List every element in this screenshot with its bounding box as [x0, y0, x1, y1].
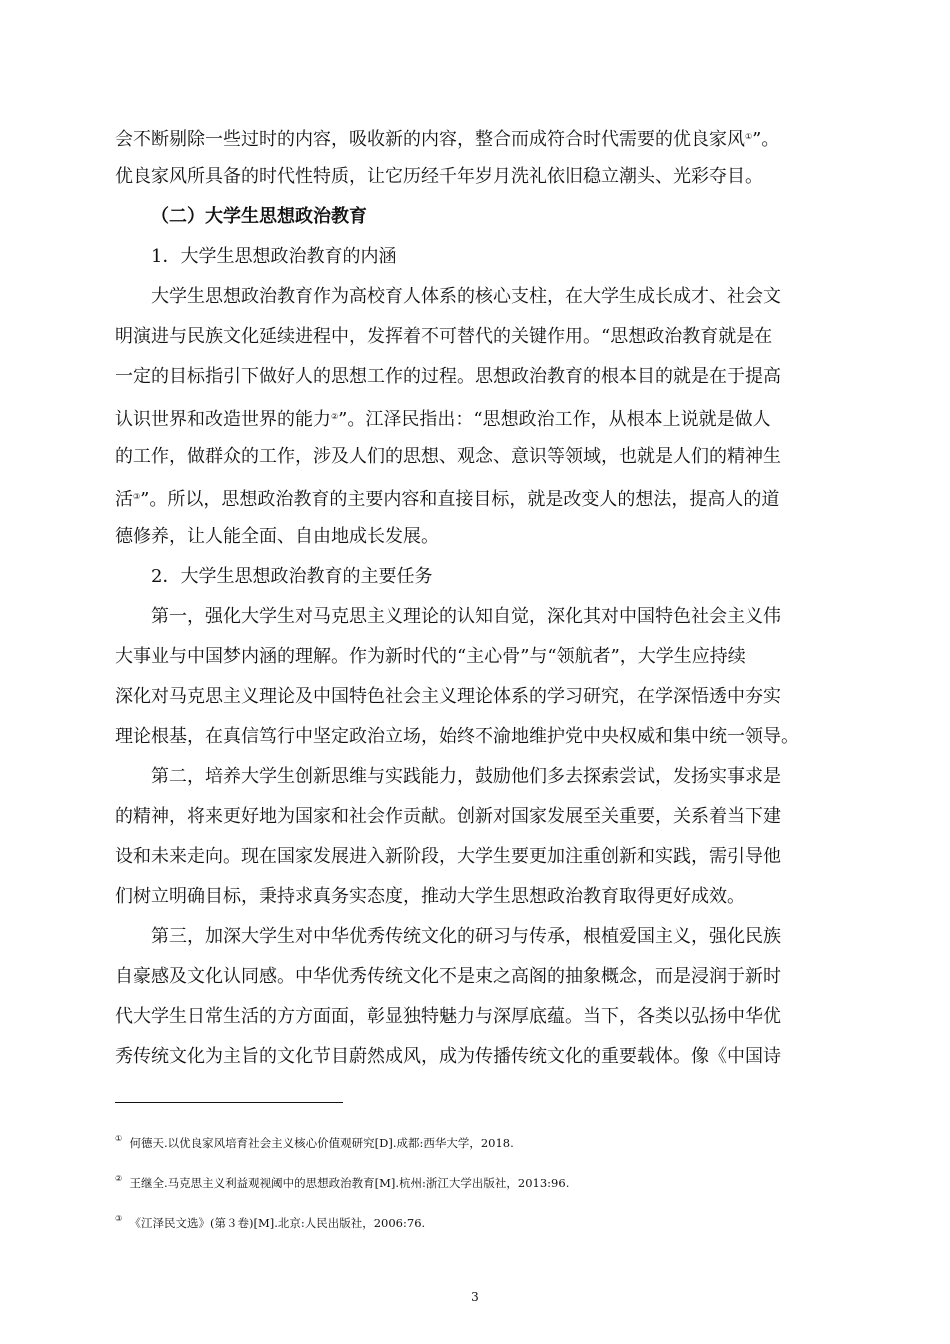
footnote-mark: ③ — [115, 1214, 123, 1223]
body-line: 明演进与民族文化延续进程中，发挥着不可替代的关键作用。“思想政治教育就是在 — [115, 326, 773, 347]
body-line — [115, 405, 835, 432]
body-line: 代大学生日常生活的方方面面，彰显独特魅力与深厚底蕴。当下，各类以弘扬中华优 — [115, 1006, 781, 1027]
footnote-text: 何德天.以优良家风培育社会主义核心价值观研究[D].成都:西华大学，2018. — [129, 1136, 514, 1150]
body-line: 第三，加深大学生对中华优秀传统文化的研习与传承，根植爱国主义，强化民族 — [151, 926, 781, 947]
body-text: 活 — [115, 489, 133, 510]
body-line: 秀传统文化为主旨的文化节目蔚然成风，成为传播传统文化的重要载体。像《中国诗 — [115, 1046, 781, 1067]
body-line — [115, 485, 835, 512]
body-line: 第二，培养大学生创新思维与实践能力，鼓励他们多去探索尝试，发扬实事求是 — [151, 766, 781, 787]
body-line: 设和未来走向。现在国家发展进入新阶段，大学生要更加注重创新和实践，需引导他 — [115, 846, 781, 867]
body-text: ”。所以，思想政治教育的主要内容和直接目标，就是改变人的想法，提高人的道 — [140, 489, 780, 510]
subsection-heading: 1．大学生思想政治教育的内涵 — [151, 246, 397, 267]
footnote-separator — [115, 1102, 343, 1103]
footnote-mark: ① — [115, 1134, 123, 1143]
body-line: 深化对马克思主义理论及中国特色社会主义理论体系的学习研究，在学深悟透中夯实 — [115, 686, 781, 707]
footnote-text: 王继全.马克思主义利益观视阈中的思想政治教育[M].杭州:浙江大学出版社，2013:96. — [129, 1176, 570, 1190]
body-line: 德修养，让人能全面、自由地成长发展。 — [115, 526, 439, 547]
body-line: 第一，强化大学生对马克思主义理论的认知自觉，深化其对中国特色社会主义伟 — [151, 606, 781, 627]
body-line — [115, 125, 835, 152]
footnote-ref[interactable]: ① — [745, 132, 753, 141]
body-line: 理论根基，在真信笃行中坚定政治立场，始终不渝地维护党中央权威和集中统一领导。 — [115, 726, 799, 747]
body-line: 大事业与中国梦内涵的理解。作为新时代的“主心骨”与“领航者”，大学生应持续 — [115, 646, 746, 667]
body-line: 们树立明确目标，秉持求真务实态度，推动大学生思想政治教育取得更好成效。 — [115, 886, 745, 907]
body-line: 的工作，做群众的工作，涉及人们的思想、观念、意识等领域，也就是人们的精神生 — [115, 446, 781, 467]
body-line: 的精神，将来更好地为国家和社会作贡献。创新对国家发展至关重要，关系着当下建 — [115, 806, 781, 827]
body-text: ”。 — [752, 129, 780, 150]
footnote-2 — [115, 1171, 569, 1191]
section-heading: （二）大学生思想政治教育 — [151, 206, 367, 227]
body-text: ”。江泽民指出：“思想政治工作，从根本上说就是做人 — [338, 409, 771, 430]
footnote-ref[interactable]: ② — [331, 412, 339, 421]
footnote-ref[interactable]: ③ — [133, 492, 141, 501]
body-line: 自豪感及文化认同感。中华优秀传统文化不是束之高阁的抽象概念，而是浸润于新时 — [115, 966, 781, 987]
body-line: 大学生思想政治教育作为高校育人体系的核心支柱，在大学生成长成才、社会文 — [151, 286, 781, 307]
footnote-text: 《江泽民文选》(第３卷)[M].北京:人民出版社，2006:76. — [129, 1216, 426, 1230]
body-text: 认识世界和改造世界的能力 — [115, 409, 331, 430]
page-number: 3 — [471, 1290, 479, 1304]
footnote-mark: ② — [115, 1174, 123, 1183]
body-text: 会不断剔除一些过时的内容，吸收新的内容，整合而成符合时代需要的优良家风 — [115, 129, 745, 150]
footnote-1 — [115, 1131, 514, 1151]
body-line: 优良家风所具备的时代性特质，让它历经千年岁月洗礼依旧稳立潮头、光彩夺目。 — [115, 166, 763, 187]
subsection-heading: 2．大学生思想政治教育的主要任务 — [151, 566, 433, 587]
footnote-3 — [115, 1211, 425, 1231]
body-line: 一定的目标指引下做好人的思想工作的过程。思想政治教育的根本目的就是在于提高 — [115, 366, 781, 387]
